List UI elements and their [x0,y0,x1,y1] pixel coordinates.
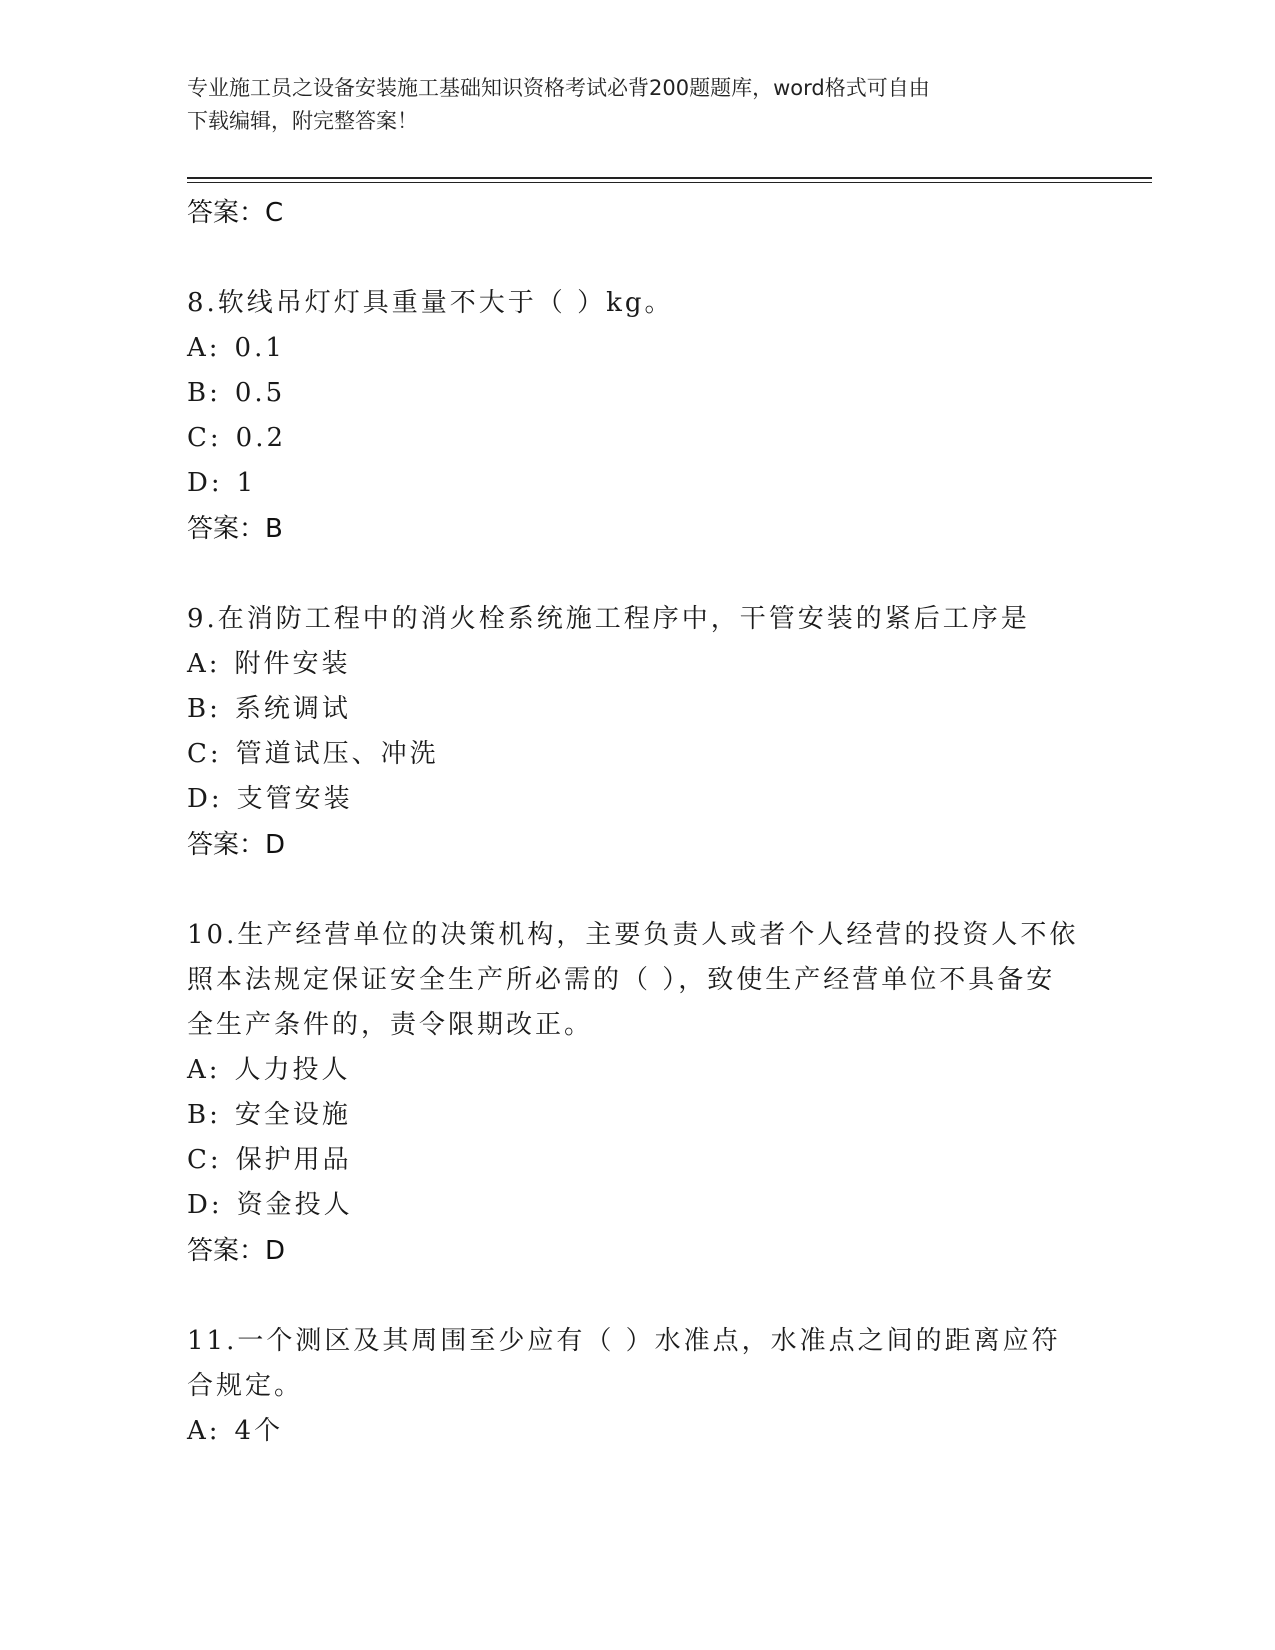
option-d: D: 资金投人 [187,1190,353,1220]
question-text: 8.软线吊灯灯具重量不大于（ ）kg。 [187,288,674,318]
question-text: 9.在消防工程中的消火栓系统施工程序中，干管安装的紧后工序是 [187,604,1030,634]
option-a: A: 0.1 [187,333,285,363]
answer-line: 答案：C [187,198,284,228]
question-text-line: 照本法规定保证安全生产所必需的（ ），致使生产经营单位不具备安 [187,965,1056,995]
question-text-line: 11.一个测区及其周围至少应有（ ）水准点，水准点之间的距离应符 [187,1326,1061,1356]
option-d: D: 1 [187,468,257,498]
question-text [187,913,1087,1048]
question-item [187,1319,1087,1454]
option-b: B: 安全设施 [187,1100,351,1130]
header-line-1: 专业施工员之设备安装施工基础知识资格考试必背200题题库，word格式可自由 [187,76,930,100]
option-b: B: 0.5 [187,378,286,408]
option-c: C: 管道试压、冲洗 [187,739,439,769]
option-d: D: 支管安装 [187,784,353,814]
option-c: C: 0.2 [187,423,287,453]
answer-line: 答案：D [187,830,286,860]
question-text [187,1319,1087,1409]
option-b: B: 系统调试 [187,694,351,724]
question-list [187,190,1087,1454]
option-c: C: 保护用品 [187,1145,352,1175]
question-text-line: 10.生产经营单位的决策机构，主要负责人或者个人经营的投资人不依 [187,920,1079,950]
question-text-line: 合规定。 [187,1371,304,1401]
option-a: A: 4个 [187,1416,284,1446]
option-a: A: 人力投人 [187,1055,351,1085]
question-text-line: 全生产条件的，责令限期改正。 [187,1010,594,1040]
answer-line: 答案：B [187,514,283,544]
question-item [187,281,1087,552]
header-rule-thin [187,182,1152,183]
document-header [187,72,1067,138]
option-a: A: 附件安装 [187,649,351,679]
question-item [187,913,1087,1274]
question-item [187,597,1087,868]
header-line-2: 下载编辑，附完整答案！ [187,109,418,133]
header-rule-thick [187,177,1152,179]
answer-line: 答案：D [187,1236,286,1266]
